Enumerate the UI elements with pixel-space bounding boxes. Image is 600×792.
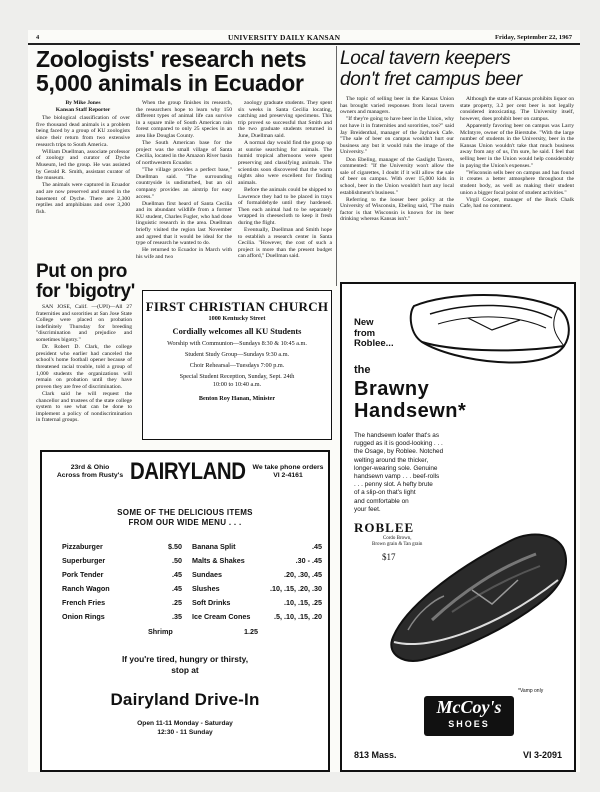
menu-item-name: Banana Split bbox=[192, 542, 236, 551]
loafer-illustration-main bbox=[372, 520, 572, 670]
dairyland-location: 23rd & Ohio Across from Rusty's bbox=[56, 464, 124, 479]
menu-item bbox=[192, 612, 322, 621]
menu-item-name: Malts & Shakes bbox=[192, 556, 245, 565]
zoologists-column-3 bbox=[238, 100, 332, 261]
paragraph: When the group finishes its research, the researchers hope to learn why 150 different types of animal life can survive in a square mile of South American rain forest compared to only 25 species in an area like Douglas County. bbox=[136, 100, 232, 139]
paragraph: Duellman first heard of Santa Cecilia and its abundant wildlife from a former KU student, Charles Fugler, who had done linguistic research in the area. Duellman briefly visited the region last November and agreed that it would be ideal for the type of research he wanted to do. bbox=[136, 200, 232, 247]
menu-item-name: Ice Cream Cones bbox=[192, 612, 251, 621]
roblee-brand: ROBLEE bbox=[354, 520, 415, 535]
menu-item-price: $.50 bbox=[168, 542, 182, 551]
paragraph: Referring to the looser beer policy at the University of Wisconsin, Ebeling said, "The main factor is that Wisconsin is known for its beer drinking whereas Kansas isn't." bbox=[340, 196, 454, 223]
loafer-illustration-top bbox=[408, 288, 574, 368]
menu-item-name: Sundaes bbox=[192, 570, 222, 579]
church-ad bbox=[142, 290, 332, 440]
new-from-roblee: New from Roblee... bbox=[354, 317, 394, 349]
byline-title: Kansan Staff Reporter bbox=[55, 106, 111, 113]
roblee-price: $17 bbox=[382, 552, 396, 562]
church-address: 1000 Kentucky Street bbox=[208, 315, 266, 322]
store-phone: VI 3-2091 bbox=[522, 750, 562, 760]
roblee-handsewn: Handsewn* bbox=[354, 400, 467, 422]
menu-item bbox=[62, 598, 182, 607]
menu-item bbox=[192, 598, 322, 607]
church-minister: Benton Roy Hanan, Minister bbox=[198, 395, 276, 402]
tavern-headline: Local tavern keepers don't fret campus beer bbox=[340, 48, 522, 90]
mccoys-logo: McCoy's SHOES bbox=[424, 696, 514, 736]
roblee-brawny: Brawny bbox=[354, 378, 430, 400]
menu-item-price: .45 bbox=[312, 542, 322, 551]
menu-item: Shrimp 1.25 bbox=[148, 627, 258, 636]
menu-item-name: Ranch Wagon bbox=[62, 584, 110, 593]
dairyland-drive-in: Dairyland Drive-In bbox=[110, 690, 260, 709]
roblee-ad bbox=[340, 282, 576, 772]
paragraph: William Duellman, associate professor of zoology and curator of Dyche Museum, led the group. He was assisted by Gerald R. Smith, assistant curator of the museum. bbox=[36, 148, 130, 182]
menu-item-price: .45 bbox=[172, 570, 182, 579]
bigotry-headline: Put on pro for 'bigotry' bbox=[36, 261, 135, 302]
paragraph: Apparently favoring beer on campus was Larry McIntyre, owner of the Bierstube. "With the large number of students in the University, beer in the Kansas Union wouldn't take that much business away from any of us, I'm sure, he said. I feel that selling beer in the Union would help considerably in paying the Union's expenses." bbox=[460, 122, 574, 169]
church-title: FIRST CHRISTIAN CHURCH bbox=[145, 299, 329, 314]
newspaper-page bbox=[28, 30, 580, 772]
menu-item bbox=[192, 584, 322, 593]
menu-item-name: Slushes bbox=[192, 584, 220, 593]
paragraph: The South American base for the project was the small village of Santa Cecilia, located in the Amazon River basin of northwestern Ecuador. bbox=[136, 140, 232, 166]
menu-item bbox=[62, 584, 182, 593]
church-welcome: Cordially welcomes all KU Students bbox=[172, 327, 302, 336]
church-service-line: Choir Rehearsal—Tuesdays 7:00 p.m. bbox=[189, 362, 285, 369]
store-address: 813 Mass. bbox=[354, 750, 397, 760]
vamp-note: *Vamp only bbox=[518, 688, 544, 694]
church-service-line: Worship with Communion—Sundays 8:30 & 10:45 a.m. bbox=[167, 340, 307, 347]
paragraph: Virgil Cooper, manager of the Buck Chalk Cafe, had no comment. bbox=[460, 196, 574, 210]
column-divider bbox=[336, 46, 337, 286]
bigotry-article bbox=[36, 304, 132, 424]
menu-item-price: .20, .30, .45 bbox=[284, 570, 322, 579]
roblee-body-copy: The handsewn loafer that's as rugged as it is good-looking . . . the Osage, by Roblee. Notched welting around the thicker, longer-wearing sole. Genuine handsewn vamp . . . beef-rolls . . . penny slot. A hefty brute of a slip-on that's light and comfortable on your feet. bbox=[354, 432, 444, 513]
byline-name: By Mike Jones bbox=[65, 100, 101, 106]
issue-date: Friday, September 22, 1967 bbox=[495, 34, 572, 41]
dairyland-tagline: If you're tired, hungry or thirsty, stop at bbox=[121, 654, 249, 675]
dairyland-hours: Open 11-11 Monday - Saturday 12:30 - 11 Sunday bbox=[137, 720, 233, 736]
menu-item-name: Superburger bbox=[62, 556, 106, 565]
church-service-line: Special Student Reception, Sunday, Sept. 24th bbox=[179, 373, 295, 380]
menu-item bbox=[62, 612, 182, 621]
menu-item-name: French Fries bbox=[62, 598, 106, 607]
paragraph: Although the state of Kansas prohibits liquor on state property, 3.2 per cent beer is not legally considered intoxicating. The University itself, however, does prohibit beer on campus. bbox=[460, 96, 574, 122]
menu-item-name: Soft Drinks bbox=[192, 598, 231, 607]
menu-item-price: .25 bbox=[172, 598, 182, 607]
menu-item-name: Pork Tender bbox=[62, 570, 104, 579]
paragraph: The animals were captured in Ecuador and are now preserved and stored in the basement of Dyche. There are 2,300 reptiles and amphibians and over 3,200 fish. bbox=[36, 182, 130, 215]
paragraph: SAN JOSE, Calif. —(UPI)—All 27 fraternities and sororities at San Jose State College were placed on probation indefinitely Thursday for breeding "discrimination and prejudice and sometimes bigotry." bbox=[36, 304, 132, 343]
menu-item-price: .35 bbox=[172, 612, 182, 621]
zoologists-column-1 bbox=[36, 100, 130, 216]
paragraph: Eventually, Duellman and Smith hope to establish a research center in Santa Cecilia. "However, the cost of such a project is more than the present budget can afford," Duellman said. bbox=[238, 227, 332, 260]
menu-item-name: Onion Rings bbox=[62, 612, 105, 621]
menu-item bbox=[62, 542, 182, 551]
menu-item-price: .5, .10, .15, .20 bbox=[274, 612, 322, 621]
paragraph: A normal day would find the group up at sunrise searching for animals. The humid tropical afternoons were spent preserving and classifying animals. The scientists soon discovered that the warm nights also were excellent for finding animals. bbox=[238, 140, 332, 186]
paragraph: "The village provides a perfect base," Duellman said. "The surrounding countryside is undisturbed, but an oil company provides an airstrip for easy access." bbox=[136, 167, 232, 200]
menu-item bbox=[192, 570, 322, 579]
paragraph: "Wisconsin sells beer on campus and has found it creates a better atmosphere throughout the student body, as well as making their student union a bigger focal point of student activities." bbox=[460, 169, 574, 196]
menu-item-price: .50 bbox=[172, 556, 182, 565]
menu-item bbox=[192, 542, 322, 551]
dairyland-brand: DAIRYLAND bbox=[130, 458, 246, 485]
menu-item-price: .30 - .45 bbox=[295, 556, 322, 565]
menu-item bbox=[192, 556, 322, 565]
church-service-line: 10:00 to 10:40 a.m. bbox=[212, 381, 262, 388]
menu-item-price: .45 bbox=[172, 584, 182, 593]
paragraph: Don Ebeling, manager of the Gaslight Tavern, commented: "If the University won't allow the sale of cigarettes, I doubt if it will allow the sale of beer on campus. With over 15,000 kids in school, beer in the Union wouldn't hurt any local establishment's business." bbox=[340, 156, 454, 196]
menu-item-price: .10, .15, .25 bbox=[284, 598, 322, 607]
paragraph: Dr. Robert D. Clark, the college president who earlier had canceled the school's home football opener because of threatened racial trouble, told a group of 1,000 students the organizations will remain on probation until they have proven they are free of discrimination. bbox=[36, 344, 132, 390]
church-service-line: Student Study Group—Sundays 9:30 a.m. bbox=[184, 351, 290, 358]
page-number: 4 bbox=[36, 34, 40, 41]
masthead-rule bbox=[28, 43, 580, 45]
paragraph: The topic of selling beer in the Kansas Union has brought varied responses from local tavern owners and managers. bbox=[340, 96, 454, 116]
menu-item bbox=[62, 570, 182, 579]
zoologists-headline: Zoologists' research nets 5,000 animals in Ecuador bbox=[36, 46, 307, 96]
tavern-column-2 bbox=[460, 96, 574, 210]
paper-name: UNIVERSITY DAILY KANSAN bbox=[228, 33, 341, 42]
paragraph: He returned to Ecuador in March with his wife and two bbox=[136, 247, 232, 261]
dairyland-phone: We take phone orders VI 2-4161 bbox=[252, 464, 324, 479]
paragraph: Clark said he will request the chancellor and trustees of the state college system to see what can be done to implement a policy of nondiscrimination in fraternal groups. bbox=[36, 390, 132, 424]
menu-item bbox=[62, 556, 182, 565]
roblee-colors: Cordo Brown, Brown grain & Tan grain bbox=[372, 536, 423, 547]
menu-item-price: .10, .15, .20, .30 bbox=[270, 584, 322, 593]
dairyland-ad bbox=[40, 450, 330, 772]
paragraph: "If they're going to have beer in the Union, why not have it in fraternities and sororities, too?" said Jay Breidenthal, manager of the Jayhawk Cafe. "The sale of beer on campus wouldn't hurt our business any but it would ruin the image of the University." bbox=[340, 116, 454, 156]
roblee-the: the bbox=[354, 364, 371, 376]
menu-heading: SOME OF THE DELICIOUS ITEMS FROM OUR WIDE MENU . . . bbox=[117, 508, 253, 527]
paragraph: Before the animals could be shipped to Lawrence they had to be placed in trays of formaldehyde until they hardened. Then each animal had to be separately wrapped in cheesecloth to keep it fresh during the flight. bbox=[238, 186, 332, 226]
menu-item-name: Pizzaburger bbox=[62, 542, 103, 551]
tavern-column-1 bbox=[340, 96, 454, 224]
paragraph: zoology graduate students. They spent six weeks in Santa Cecilia locating, catching and preserving specimens. This trip proved so successful that Smith and the two graduate students returned in June, Duellman said. bbox=[238, 100, 332, 139]
zoologists-column-2 bbox=[136, 100, 232, 261]
paragraph: The biological classification of over five thousand dead animals is a problem being faced by a group of KU zoologists since their return from two extensive research trips to South America. bbox=[36, 115, 130, 148]
